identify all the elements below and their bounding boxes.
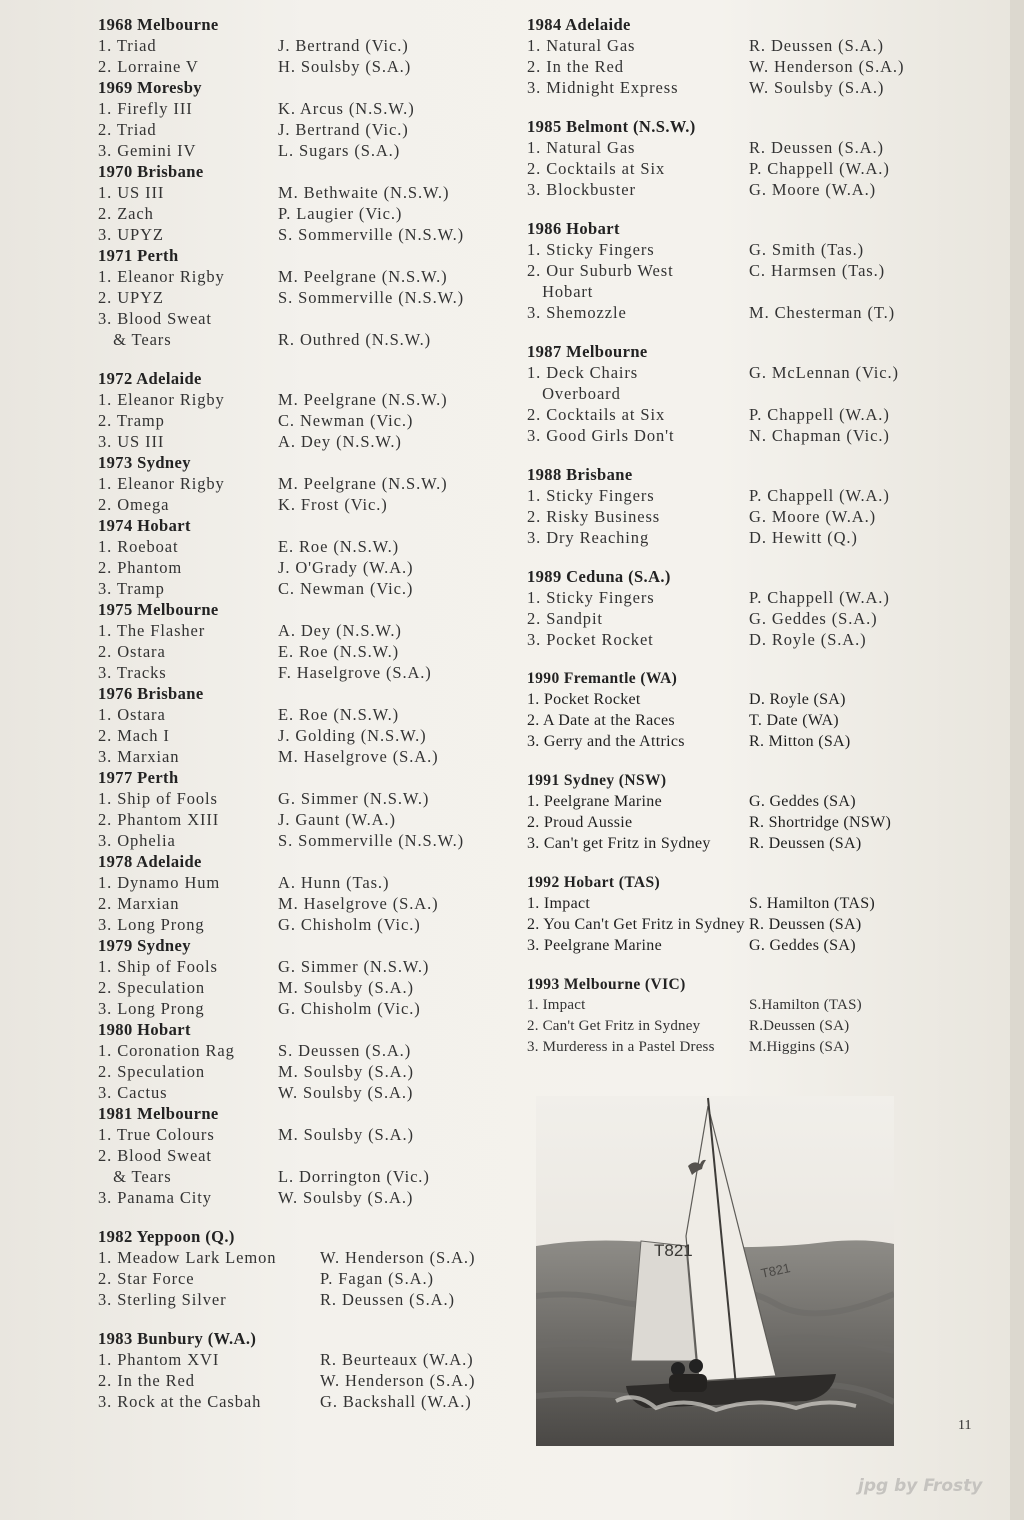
- result-row: [527, 893, 967, 914]
- boat-placing: 2. Cocktails at Six: [527, 159, 666, 178]
- result-row: [98, 1040, 508, 1061]
- result-row: [98, 578, 508, 599]
- watermark: jpg by Frosty: [858, 1476, 983, 1496]
- boat-placing: 3. Sterling Silver: [98, 1290, 227, 1309]
- boat-placing: 1. Ship of Fools: [98, 957, 218, 976]
- regatta-year-heading: 1974 Hobart: [98, 516, 191, 535]
- result-row: [527, 587, 967, 608]
- boat-placing: 2. Triad: [98, 120, 157, 139]
- result-row: [98, 329, 508, 350]
- regatta-year-heading: 1987 Melbourne: [527, 342, 648, 361]
- result-row: [527, 527, 967, 548]
- regatta-year-heading: 1973 Sydney: [98, 453, 191, 472]
- skipper-name: A. Hunn (Tas.): [278, 873, 390, 892]
- regatta-year-heading: 1975 Melbourne: [98, 600, 219, 619]
- boat-placing: 1. Impact: [527, 895, 591, 912]
- skipper-name: R. Mitton (SA): [749, 733, 851, 750]
- boat-placing: 2. Our Suburb West: [527, 261, 674, 280]
- boat-placing: 1. Dynamo Hum: [98, 873, 221, 892]
- skipper-name: R. Outhred (N.S.W.): [278, 330, 432, 349]
- results-column-left: [98, 14, 508, 1412]
- boat-placing: 2. Phantom XIII: [98, 810, 220, 829]
- boat-placing: 3. Murderess in a Pastel Dress: [527, 1039, 715, 1055]
- skipper-name: S.Hamilton (TAS): [749, 997, 862, 1013]
- result-row: [98, 1289, 508, 1310]
- result-row: [527, 689, 967, 710]
- result-row: [527, 425, 967, 446]
- result-row: [98, 1370, 508, 1391]
- boat-placing: 2. Phantom: [98, 558, 183, 577]
- boat-placing: 1. Eleanor Rigby: [98, 474, 225, 493]
- skipper-name: L. Dorrington (Vic.): [278, 1167, 430, 1186]
- result-row: [527, 35, 967, 56]
- result-row: [527, 302, 967, 323]
- skipper-name: M. Haselgrove (S.A.): [278, 894, 439, 913]
- result-row: [98, 788, 508, 809]
- results-column-right: [527, 14, 967, 1058]
- regatta-year-heading: 1968 Melbourne: [98, 15, 219, 34]
- result-row: [98, 287, 508, 308]
- boat-placing: 2. Can't Get Fritz in Sydney: [527, 1018, 701, 1034]
- regatta-entry: [98, 767, 508, 851]
- skipper-name: J. Golding (N.S.W.): [278, 726, 427, 745]
- boat-placing: 3. US III: [98, 432, 165, 451]
- result-row: [98, 140, 508, 161]
- result-row: [527, 158, 967, 179]
- boat-placing: 3. Blood Sweat: [98, 309, 212, 328]
- skipper-name: S. Hamilton (TAS): [749, 895, 876, 912]
- boat-placing: 2. Omega: [98, 495, 170, 514]
- result-row: [98, 641, 508, 662]
- boat-placing: 1. True Colours: [98, 1125, 215, 1144]
- boat-placing: 1. Eleanor Rigby: [98, 267, 225, 286]
- skipper-name: T. Date (WA): [749, 712, 839, 729]
- boat-placing: 3. Marxian: [98, 747, 180, 766]
- result-row: [527, 731, 967, 752]
- boat-placing: 1. Natural Gas: [527, 138, 636, 157]
- boat-placing: 1. US III: [98, 183, 165, 202]
- skipper-name: R. Deussen (S.A.): [749, 36, 884, 55]
- skipper-name: M. Peelgrane (N.S.W.): [278, 390, 448, 409]
- skipper-name: J. Gaunt (W.A.): [278, 810, 396, 829]
- regatta-entry: [527, 668, 967, 752]
- skipper-name: P. Chappell (W.A.): [749, 486, 890, 505]
- skipper-name: G. Chisholm (Vic.): [278, 915, 421, 934]
- result-row: [98, 1391, 508, 1412]
- regatta-year-heading: 1984 Adelaide: [527, 15, 631, 34]
- result-row: [98, 224, 508, 245]
- boat-placing: & Tears: [98, 1167, 172, 1186]
- boat-placing: 1. Peelgrane Marine: [527, 793, 662, 810]
- page-number: 11: [958, 1418, 972, 1433]
- result-row: [527, 404, 967, 425]
- skipper-name: R. Shortridge (NSW): [749, 814, 892, 831]
- regatta-entry: [98, 683, 508, 767]
- result-row: [527, 179, 967, 200]
- result-row: [98, 266, 508, 287]
- skipper-name: F. Haselgrove (S.A.): [278, 663, 432, 682]
- regatta-year-heading: 1988 Brisbane: [527, 465, 633, 484]
- boat-placing: 2. Star Force: [98, 1269, 195, 1288]
- skipper-name: M. Soulsby (S.A.): [278, 1062, 414, 1081]
- boat-placing: 2. Mach I: [98, 726, 170, 745]
- skipper-name: S. Deussen (S.A.): [278, 1041, 412, 1060]
- skipper-name: R. Deussen (S.A.): [749, 138, 884, 157]
- skipper-name: C. Newman (Vic.): [278, 411, 414, 430]
- boat-placing: Overboard: [527, 384, 621, 403]
- boat-placing: 1. Natural Gas: [527, 36, 636, 55]
- boat-placing: 1. Firefly III: [98, 99, 193, 118]
- skipper-name: R.Deussen (SA): [749, 1018, 850, 1034]
- result-row: [98, 1268, 508, 1289]
- result-row: [527, 995, 967, 1016]
- result-row: [98, 389, 508, 410]
- result-row: [527, 1016, 967, 1037]
- boat-placing: 1. Ostara: [98, 705, 166, 724]
- result-row: [98, 1247, 508, 1268]
- regatta-entry: [98, 14, 508, 77]
- boat-placing: 1. The Flasher: [98, 621, 206, 640]
- result-row: [527, 137, 967, 158]
- skipper-name: P. Laugier (Vic.): [278, 204, 403, 223]
- skipper-name: M. Peelgrane (N.S.W.): [278, 267, 448, 286]
- skipper-name: R. Deussen (S.A.): [320, 1290, 455, 1309]
- regatta-year-heading: 1981 Melbourne: [98, 1104, 219, 1123]
- regatta-entry: [98, 1019, 508, 1103]
- result-row: [527, 383, 967, 404]
- boat-placing: 1. Coronation Rag: [98, 1041, 235, 1060]
- regatta-entry: [98, 935, 508, 1019]
- result-row: [527, 629, 967, 650]
- sail-number-alt: T821: [759, 1260, 792, 1281]
- sail-number: T821: [654, 1241, 693, 1260]
- regatta-year-heading: 1970 Brisbane: [98, 162, 204, 181]
- regatta-entry: [98, 161, 508, 245]
- skipper-name: R. Deussen (SA): [749, 835, 862, 852]
- boat-placing: 2. Speculation: [98, 1062, 205, 1081]
- regatta-entry: [98, 1226, 508, 1310]
- boat-placing: 3. Pocket Rocket: [527, 630, 654, 649]
- skipper-name: W. Henderson (S.A.): [749, 57, 905, 76]
- skipper-name: P. Chappell (W.A.): [749, 588, 890, 607]
- result-row: [98, 557, 508, 578]
- boat-placing: 2. You Can't Get Fritz in Sydney: [527, 916, 745, 933]
- boat-placing: 1. Triad: [98, 36, 157, 55]
- skipper-name: G. McLennan (Vic.): [749, 363, 899, 382]
- result-row: [98, 704, 508, 725]
- skipper-name: L. Sugars (S.A.): [278, 141, 401, 160]
- boat-placing: 3. Can't get Fritz in Sydney: [527, 835, 711, 852]
- boat-placing: 3. Good Girls Don't: [527, 426, 675, 445]
- regatta-entry: [527, 974, 967, 1058]
- skipper-name: P. Chappell (W.A.): [749, 159, 890, 178]
- result-row: [98, 1124, 508, 1145]
- skipper-name: M. Soulsby (S.A.): [278, 1125, 414, 1144]
- result-row: [98, 431, 508, 452]
- skipper-name: R. Deussen (SA): [749, 916, 862, 933]
- boat-placing: 1. Roeboat: [98, 537, 179, 556]
- result-row: [98, 830, 508, 851]
- result-row: [527, 362, 967, 383]
- boat-placing: 2. A Date at the Races: [527, 712, 675, 729]
- result-row: [98, 56, 508, 77]
- skipper-name: E. Roe (N.S.W.): [278, 642, 400, 661]
- result-row: [98, 893, 508, 914]
- skipper-name: G. Simmer (N.S.W.): [278, 789, 430, 808]
- skipper-name: H. Soulsby (S.A.): [278, 57, 412, 76]
- result-row: [98, 119, 508, 140]
- skipper-name: E. Roe (N.S.W.): [278, 705, 400, 724]
- skipper-name: K. Arcus (N.S.W.): [278, 99, 415, 118]
- regatta-year-heading: 1977 Perth: [98, 768, 179, 787]
- result-row: [98, 1166, 508, 1187]
- boat-placing: 3. Tramp: [98, 579, 165, 598]
- result-row: [98, 536, 508, 557]
- boat-placing: 2. Lorraine V: [98, 57, 199, 76]
- regatta-year-heading: 1993 Melbourne (VIC): [527, 976, 686, 993]
- regatta-entry: [527, 14, 967, 98]
- boat-placing: 2. Zach: [98, 204, 154, 223]
- skipper-name: G. Simmer (N.S.W.): [278, 957, 430, 976]
- result-row: [98, 1061, 508, 1082]
- result-row: [527, 1037, 967, 1058]
- skipper-name: W. Soulsby (S.A.): [278, 1083, 414, 1102]
- boat-placing: 3. UPYZ: [98, 225, 164, 244]
- skipper-name: S. Sommerville (N.S.W.): [278, 225, 465, 244]
- result-row: [98, 410, 508, 431]
- boat-placing: 3. Long Prong: [98, 915, 205, 934]
- boat-placing: Hobart: [527, 282, 594, 301]
- boat-placing: 1. Sticky Fingers: [527, 240, 655, 259]
- result-row: [98, 956, 508, 977]
- result-row: [98, 998, 508, 1019]
- result-row: [527, 833, 967, 854]
- skipper-name: M. Chesterman (T.): [749, 303, 896, 322]
- result-row: [527, 608, 967, 629]
- skipper-name: M. Peelgrane (N.S.W.): [278, 474, 448, 493]
- skipper-name: W. Soulsby (S.A.): [278, 1188, 414, 1207]
- boat-placing: 3. Blockbuster: [527, 180, 636, 199]
- result-row: [98, 203, 508, 224]
- result-row: [98, 620, 508, 641]
- result-row: [98, 35, 508, 56]
- result-row: [527, 260, 967, 281]
- result-row: [98, 1082, 508, 1103]
- regatta-entry: [98, 1328, 508, 1412]
- skipper-name: M. Haselgrove (S.A.): [278, 747, 439, 766]
- boat-placing: 2. Sandpit: [527, 609, 603, 628]
- skipper-name: W. Henderson (S.A.): [320, 1371, 476, 1390]
- regatta-entry: [527, 872, 967, 956]
- boat-placing: 1. Deck Chairs: [527, 363, 639, 382]
- boat-placing: 3. Gemini IV: [98, 141, 197, 160]
- skipper-name: A. Dey (N.S.W.): [278, 432, 402, 451]
- boat-placing: 3. Dry Reaching: [527, 528, 650, 547]
- result-row: [98, 1187, 508, 1208]
- boat-placing: 1. Impact: [527, 997, 586, 1013]
- regatta-year-heading: 1979 Sydney: [98, 936, 191, 955]
- crew-1: [671, 1362, 685, 1376]
- skipper-name: W. Henderson (S.A.): [320, 1248, 476, 1267]
- skipper-name: P. Fagan (S.A.): [320, 1269, 434, 1288]
- boat-placing: 1. Ship of Fools: [98, 789, 218, 808]
- boat-placing: 3. Panama City: [98, 1188, 212, 1207]
- regatta-year-heading: 1972 Adelaide: [98, 369, 202, 388]
- skipper-name: D. Royle (S.A.): [749, 630, 867, 649]
- regatta-year-heading: 1976 Brisbane: [98, 684, 204, 703]
- result-row: [527, 281, 967, 302]
- skipper-name: G. Chisholm (Vic.): [278, 999, 421, 1018]
- boat-placing: 1. Pocket Rocket: [527, 691, 641, 708]
- boat-placing: 1. Sticky Fingers: [527, 486, 655, 505]
- skipper-name: M.Higgins (SA): [749, 1039, 850, 1055]
- regatta-year-heading: 1980 Hobart: [98, 1020, 191, 1039]
- boat-placing: 2. Tramp: [98, 411, 165, 430]
- boat-placing: 3. Cactus: [98, 1083, 168, 1102]
- page-edge: [1010, 0, 1024, 1520]
- result-row: [527, 56, 967, 77]
- skipper-name: R. Beurteaux (W.A.): [320, 1350, 474, 1369]
- result-row: [98, 872, 508, 893]
- result-row: [527, 485, 967, 506]
- sailing-photo: [536, 1096, 894, 1446]
- boat-placing: 3. Shemozzle: [527, 303, 627, 322]
- result-row: [98, 809, 508, 830]
- result-row: [527, 935, 967, 956]
- boat-placing: 3. Long Prong: [98, 999, 205, 1018]
- crew-bodies: [669, 1374, 707, 1392]
- boat-placing: 1. Phantom XVI: [98, 1350, 220, 1369]
- skipper-name: P. Chappell (W.A.): [749, 405, 890, 424]
- regatta-entry: [98, 599, 508, 683]
- result-row: [98, 1349, 508, 1370]
- regatta-year-heading: 1989 Ceduna (S.A.): [527, 567, 671, 586]
- regatta-entry: [527, 116, 967, 200]
- regatta-entry: [98, 851, 508, 935]
- result-row: [98, 914, 508, 935]
- regatta-year-heading: 1985 Belmont (N.S.W.): [527, 117, 696, 136]
- boat-placing: 3. Ophelia: [98, 831, 176, 850]
- boat-placing: 2. Ostara: [98, 642, 166, 661]
- regatta-year-heading: 1991 Sydney (NSW): [527, 772, 667, 789]
- boat-placing: 1. Meadow Lark Lemon: [98, 1248, 277, 1267]
- boat-placing: 3. Gerry and the Attrics: [527, 733, 685, 750]
- boat-placing: 3. Midnight Express: [527, 78, 679, 97]
- boat-placing: 1. Sticky Fingers: [527, 588, 655, 607]
- boat-placing: 2. UPYZ: [98, 288, 164, 307]
- regatta-entry: [98, 368, 508, 452]
- result-row: [98, 494, 508, 515]
- result-row: [527, 77, 967, 98]
- regatta-entry: [98, 1103, 508, 1208]
- regatta-entry: [527, 464, 967, 548]
- skipper-name: D. Hewitt (Q.): [749, 528, 858, 547]
- boat-placing: 1. Eleanor Rigby: [98, 390, 225, 409]
- skipper-name: M. Bethwaite (N.S.W.): [278, 183, 450, 202]
- boat-placing: & Tears: [98, 330, 172, 349]
- skipper-name: A. Dey (N.S.W.): [278, 621, 402, 640]
- skipper-name: C. Newman (Vic.): [278, 579, 414, 598]
- result-row: [527, 812, 967, 833]
- skipper-name: J. O'Grady (W.A.): [278, 558, 414, 577]
- skipper-name: C. Harmsen (Tas.): [749, 261, 886, 280]
- result-row: [98, 746, 508, 767]
- skipper-name: G. Geddes (SA): [749, 937, 856, 954]
- boat-placing: 2. Blood Sweat: [98, 1146, 212, 1165]
- skipper-name: G. Moore (W.A.): [749, 507, 876, 526]
- skipper-name: W. Soulsby (S.A.): [749, 78, 885, 97]
- skipper-name: G. Geddes (S.A.): [749, 609, 878, 628]
- regatta-entry: [527, 566, 967, 650]
- boat-placing: 2. Risky Business: [527, 507, 661, 526]
- skipper-name: G. Smith (Tas.): [749, 240, 865, 259]
- result-row: [98, 662, 508, 683]
- regatta-year-heading: 1969 Moresby: [98, 78, 202, 97]
- result-row: [98, 98, 508, 119]
- result-row: [527, 914, 967, 935]
- skipper-name: J. Bertrand (Vic.): [278, 120, 409, 139]
- regatta-entry: [527, 341, 967, 446]
- result-row: [527, 239, 967, 260]
- skipper-name: M. Soulsby (S.A.): [278, 978, 414, 997]
- boat-placing: 2. Proud Aussie: [527, 814, 633, 831]
- skipper-name: D. Royle (SA): [749, 691, 846, 708]
- boat-placing: 2. Marxian: [98, 894, 180, 913]
- result-row: [98, 473, 508, 494]
- skipper-name: K. Frost (Vic.): [278, 495, 388, 514]
- boat-placing: 3. Peelgrane Marine: [527, 937, 662, 954]
- boat-placing: 3. Rock at the Casbah: [98, 1392, 262, 1411]
- result-row: [527, 506, 967, 527]
- regatta-year-heading: 1986 Hobart: [527, 219, 620, 238]
- regatta-entry: [98, 515, 508, 599]
- result-row: [98, 182, 508, 203]
- result-row: [98, 1145, 508, 1166]
- skipper-name: E. Roe (N.S.W.): [278, 537, 400, 556]
- boat-placing: 2. Speculation: [98, 978, 205, 997]
- regatta-entry: [98, 245, 508, 350]
- regatta-entry: [527, 218, 967, 323]
- skipper-name: N. Chapman (Vic.): [749, 426, 890, 445]
- result-row: [527, 710, 967, 731]
- regatta-year-heading: 1971 Perth: [98, 246, 179, 265]
- boat-placing: 2. In the Red: [527, 57, 624, 76]
- skipper-name: J. Bertrand (Vic.): [278, 36, 409, 55]
- regatta-year-heading: 1978 Adelaide: [98, 852, 202, 871]
- skipper-name: S. Sommerville (N.S.W.): [278, 831, 465, 850]
- boat-placing: 2. Cocktails at Six: [527, 405, 666, 424]
- regatta-year-heading: 1982 Yeppoon (Q.): [98, 1227, 235, 1246]
- result-row: [98, 725, 508, 746]
- skipper-name: G. Backshall (W.A.): [320, 1392, 472, 1411]
- boat-placing: 2. In the Red: [98, 1371, 195, 1390]
- boat-placing: 3. Tracks: [98, 663, 167, 682]
- regatta-entry: [98, 452, 508, 515]
- crew-2: [689, 1359, 703, 1373]
- skipper-name: G. Geddes (SA): [749, 793, 856, 810]
- regatta-year-heading: 1990 Fremantle (WA): [527, 670, 678, 687]
- regatta-entry: [98, 77, 508, 161]
- regatta-year-heading: 1983 Bunbury (W.A.): [98, 1329, 257, 1348]
- skipper-name: S. Sommerville (N.S.W.): [278, 288, 465, 307]
- skipper-name: G. Moore (W.A.): [749, 180, 876, 199]
- regatta-year-heading: 1992 Hobart (TAS): [527, 874, 661, 891]
- result-row: [98, 977, 508, 998]
- result-row: [98, 308, 508, 329]
- regatta-entry: [527, 770, 967, 854]
- result-row: [527, 791, 967, 812]
